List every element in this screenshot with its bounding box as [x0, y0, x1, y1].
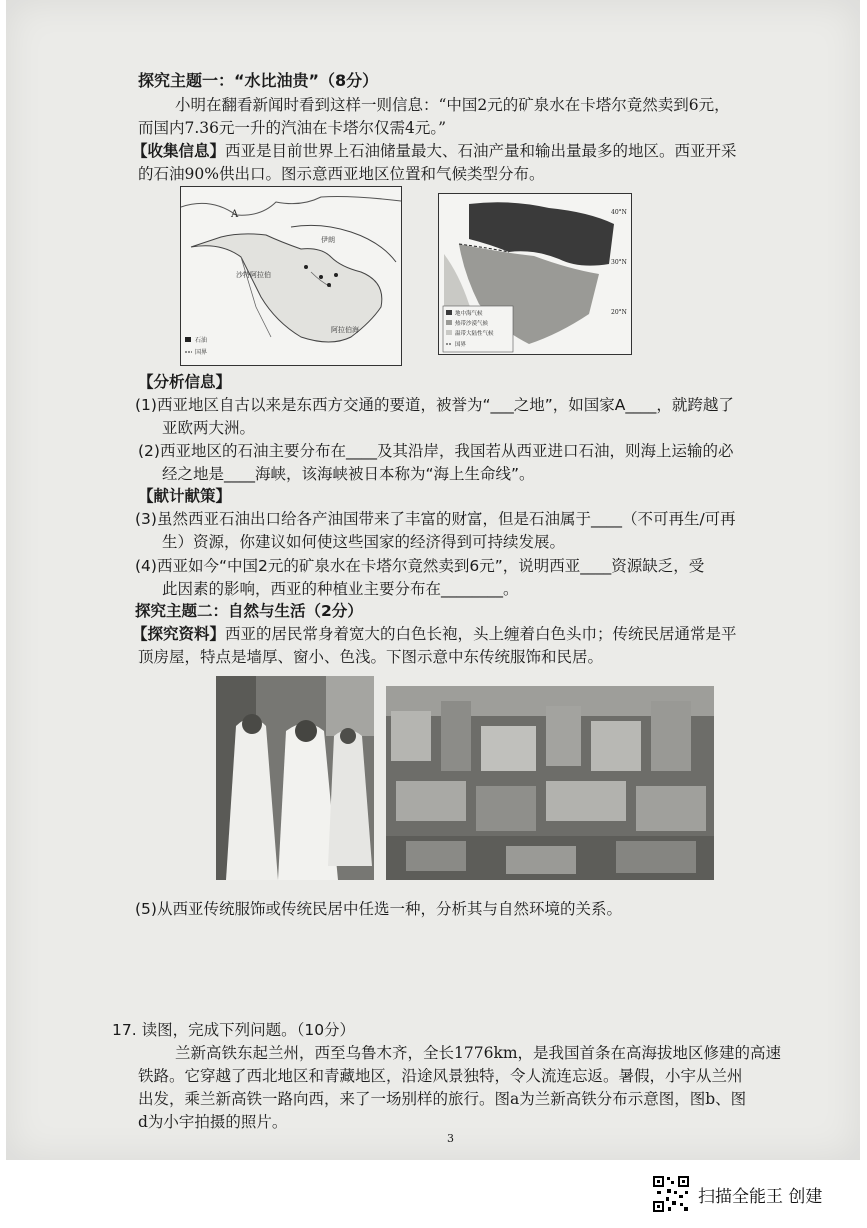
q17-line-2: 铁路。它穿越了西北地区和青藏地区，沿途风景独特，令人流连忘返。暑假，小宇从兰州 [138, 1067, 743, 1085]
question-2-line-1: (2)西亚地区的石油主要分布在____及其沿岸，我国若从西亚进口石油，则海上运输的必 [138, 442, 734, 460]
question-4-line-1: (4)西亚如今“中国2元的矿泉水在卡塔尔竟然卖到6元”，说明西亚____资源缺乏，受 [135, 557, 705, 575]
collect-label: 【收集信息】 [132, 142, 226, 160]
map2-legend-2: 热带沙漠气候 [455, 321, 489, 327]
traditional-housing-photo [386, 686, 714, 880]
map2-lat20: 20°N [611, 309, 627, 316]
west-asia-location-map [180, 186, 402, 366]
map1-legend-oil: 石油 [195, 337, 208, 344]
material-line-1: 西亚的居民常身着宽大的白色长袍，头上缠着白色头巾；传统民居通常是平 [225, 625, 737, 643]
question-2-line-2: 经之地是____海峡，该海峡被日本称为“海上生命线”。 [162, 465, 535, 483]
question-3-line-2: 生）资源，你建议如何使这些国家的经济得到可持续发展。 [162, 533, 566, 551]
collect-line-1: 西亚是目前世界上石油储量最大、石油产量和输出量最多的地区。西亚开采 [225, 142, 737, 160]
map2-legend-1: 地中海气候 [455, 311, 483, 317]
map2-lat40: 40°N [611, 209, 627, 216]
watermark-text: 扫描全能王 创建 [698, 1187, 823, 1207]
q17-line-3: 出发，乘兰新高铁一路向西，来了一场别样的旅行。图a为兰新高铁分布示意图，图b、图 [138, 1090, 747, 1108]
question-5: (5)从西亚传统服饰或传统民居中任选一种，分析其与自然环境的关系。 [135, 900, 622, 918]
west-asia-climate-map [438, 193, 632, 355]
page-number: 3 [447, 1132, 454, 1145]
material-line-2: 顶房屋，特点是墙厚、窗小、色浅。下图示意中东传统服饰和民居。 [138, 648, 604, 666]
map2-legend-4: 国界 [455, 342, 467, 348]
analyze-label: 【分析信息】 [138, 373, 232, 391]
map1-label-arabia: 沙特阿拉伯 [236, 271, 271, 279]
collect-line-2: 的石油90%供出口。图示意西亚地区位置和气候类型分布。 [138, 165, 545, 183]
traditional-clothing-photo [216, 676, 374, 880]
q17-line-4: d为小宇拍摄的照片。 [138, 1113, 288, 1131]
collect-info [132, 140, 737, 162]
question-1-line-2: 亚欧两大洲。 [162, 419, 256, 437]
section1-heading: 探究主题一：“水比油贵”（8分） [138, 71, 379, 90]
scanner-watermark [0, 1160, 867, 1228]
map1-label-iran: 伊朗 [321, 236, 335, 244]
question-4-line-2: 此因素的影响，西亚的种植业主要分布在________。 [162, 580, 519, 598]
map2-lat30: 30°N [611, 259, 627, 266]
q17-heading: 17. 读图，完成下列问题。（10分） [112, 1021, 356, 1039]
q17-line-1: 兰新高铁东起兰州，西至乌鲁木齐，全长1776km，是我国首条在高海拔地区修建的高速 [175, 1044, 782, 1062]
map2-legend-3: 温带大陆性气候 [455, 331, 494, 337]
map1-legend-border: 国界 [195, 349, 208, 356]
intro-line-1: 小明在翻看新闻时看到这样一则信息：“中国2元的矿泉水在卡塔尔竟然卖到6元， [175, 96, 730, 114]
advice-label: 【献计献策】 [138, 487, 232, 505]
section2-heading: 探究主题二：自然与生活（2分） [135, 602, 363, 620]
intro-line-2: 而国内7.36元一升的汽油在卡塔尔仅需4元。” [138, 119, 447, 137]
material-info [132, 623, 737, 645]
map1-label-a: A [231, 209, 239, 220]
material-label: 【探究资料】 [132, 625, 226, 643]
question-3-line-1: (3)虽然西亚石油出口给各产油国带来了丰富的财富，但是石油属于____（不可再生/可再 [135, 510, 736, 528]
question-1-line-1: (1)西亚地区自古以来是东西方交通的要道，被誉为“___之地”，如国家A____，就跨越了 [135, 396, 734, 414]
map1-label-sea: 阿拉伯海 [331, 326, 359, 334]
qr-code-icon [652, 1175, 690, 1213]
